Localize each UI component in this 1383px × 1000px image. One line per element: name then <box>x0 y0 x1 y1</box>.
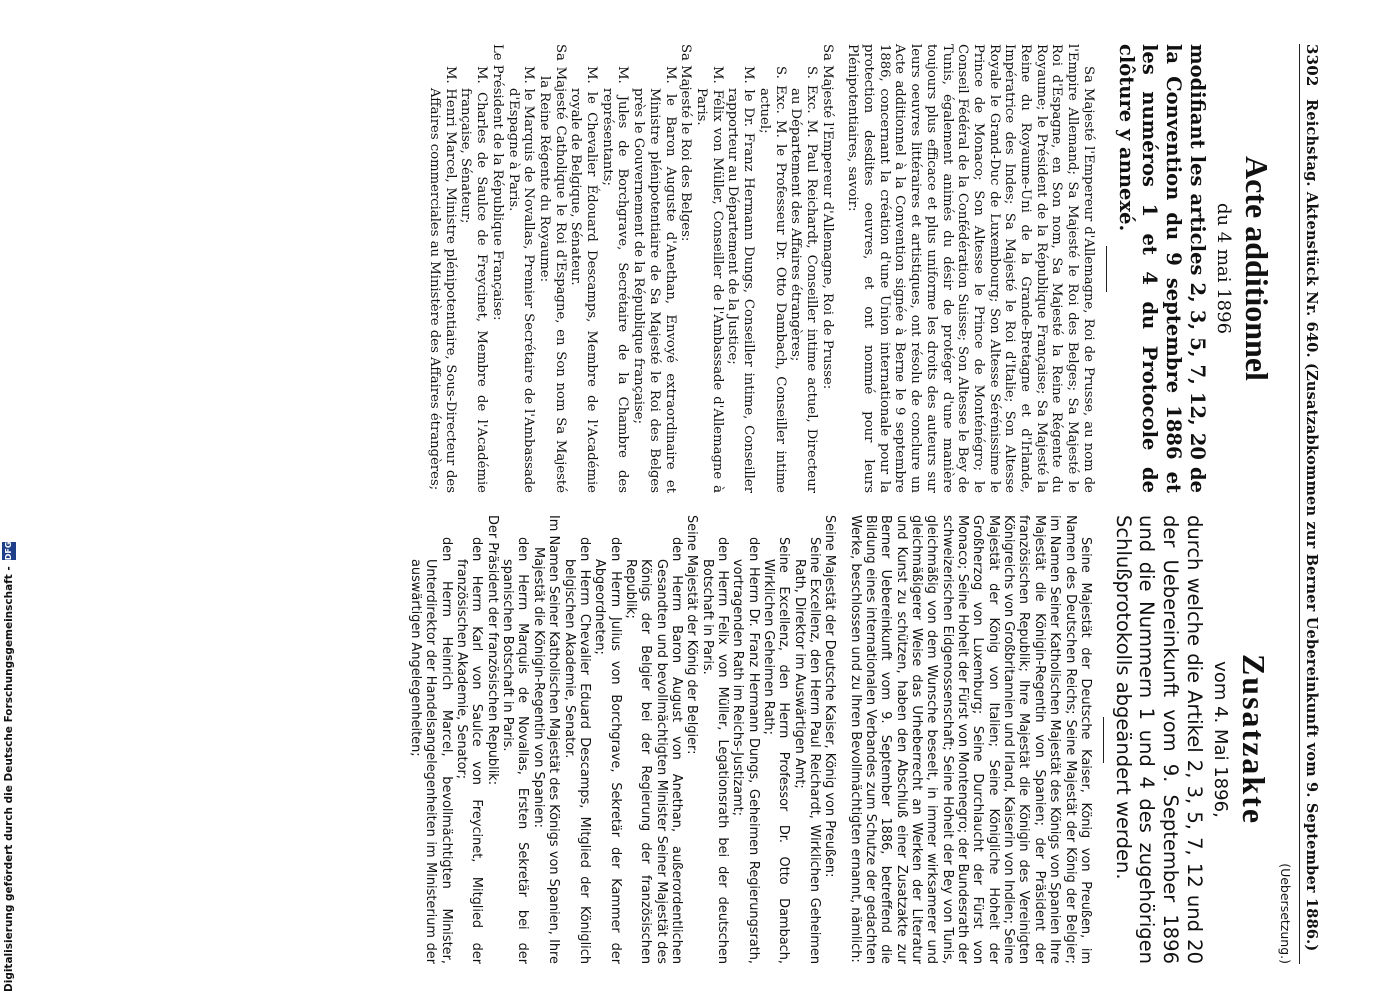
sovereign-heading: Le Président de la République Française: <box>489 44 505 321</box>
german-column <box>408 515 1293 964</box>
french-parties <box>426 44 834 493</box>
running-title: Reichstag. Aktenstück Nr. 640. (Zusatzabkommen zur Berner Uebereinkunft vom 9. September 1886.) <box>1303 99 1320 952</box>
plenipotentiary-entry: S. Exc. M. le Professeur Dr. Otto Dambach, Conseiller intime actuel; <box>756 66 788 493</box>
sovereign-heading: Seine Majestät der Deutsche Kaiser, König von Preußen: <box>822 515 838 878</box>
credit-text: Digitalisierung gefördert durch die Deutsche Forschungsgemeinschaft - <box>3 566 15 992</box>
plenipotentiary-entry: den Herrn Karl von Saulce von Freycinet, Mitglied der französischen Akademie, Senator; <box>454 537 485 964</box>
french-preamble: Sa Majesté l'Empereur d'Allemagne, Roi de Prusse, au nom de l'Empire Allemand; Sa Majesté le Roi des Belges; Sa Majesté le Roi d'Espagne, en Son nom, Sa Majesté la Reine Régente du Royaume; le Président de la République Française; Sa Majesté la Reine du Royaume-Uni de la Grande-Bretagne et d'Irlande, Impératrice des Indes; Sa Majesté le Roi d'Italie; Son Altesse Royale le Grand-Duc de Luxembourg; Son Altesse Sérénissime le Prince de Monaco; Son Altesse le Prince de Monténégro; le Conseil Fédéral de la Confédération Suisse; Son Altesse le Bey de Tunis, également animés du désir de protéger d'une manière toujours plus efficace et plus uniforme les droits des auteurs sur leurs oeuvres littéraires et artistiques, ont résolu de conclure un Acte additionnel à la Convention signée à Berne le 9 septembre 1886, concernant la création d'une Union internationale pour la protection desdites oeuvres, et ont nommé pour leurs Plénipotentiaires, savoir: <box>845 44 1096 493</box>
german-preamble: Seine Majestät der Deutsche Kaiser, König von Preußen, im Namen des Deutschen Reichs; Seine Majestät der König der Belgier; im Namen Seiner Katholischen Majestät des Königs von Spanien Ihre Majestät die Königin-Regentin von Spanien; der Präsident der französischen Republik; Ihre Majestät die Königin des Vereinigten Königreichs von Großbritannien und Irland, Kaiserin von Indien; Seine Majestät der König von Italien; Seine Königliche Hoheit der Großherzog von Luxemburg; Seine Durchlaucht der Fürst von Monaco; Seine Hoheit der Fürst von Montenegro; der Bundesrath der schweizerischen Eidgenossenschaft; Seine Hoheit der Bey von Tunis, gleichmäßig von dem Wunsche beseelt, in immer wirksamerer und gleichmäßigerer Weise das Urheberrecht an Werken der Literatur und Kunst zu schützen, haben den Abschluß einer Zusatzakte zur Berner Uebereinkunft vom 9. September 1886, betreffend die Bildung eines internationalen Verbandes zum Schutze der gedachten Werke, beschlossen und zu Ihren Bevollmächtigten ernannt, nämlich: <box>847 515 1093 964</box>
sovereign-heading: Im Namen Seiner Katholischen Majestät des Königs von Spanien, Ihre Majestät die Königin-Regentin von Spanien: <box>530 515 562 964</box>
french-title: Acte additionnel <box>1239 156 1275 381</box>
german-parties <box>408 515 838 964</box>
plenipotentiary-entry: M. le Marquis de Novallas, Premier Secrétaire de l'Ambassade d'Espagne à Paris. <box>505 66 537 493</box>
plenipotentiary-entry: den Herrn Heinrich Marcel, bevollmächtigten Minister, Unterdirektor der Handelsangelegenheiten im Ministerium der auswärtigen Angelegenheiten; <box>408 537 454 964</box>
plenipotentiary-entry: M. le Dr. Franz Hermann Dungs, Conseiller intime, Conseiller rapporteur au Département de la Justice; <box>725 66 757 493</box>
plenipotentiary-entry: den Herrn Marquis de Novallas, Ersten Sekretär bei der spanischen Botschaft in Paris. <box>500 537 531 964</box>
french-date: du 4 mai 1896 <box>1213 202 1234 335</box>
plenipotentiary-entry: den Herrn Chevalier Eduard Descamps, Mitglied der Königlich belgischen Akademie, Senator. <box>561 537 592 964</box>
page-header <box>1299 44 1321 964</box>
sovereign-heading: Sa Majesté le Roi des Belges: <box>678 44 694 242</box>
digitization-credit <box>0 0 18 1000</box>
plenipotentiary-entry: den Herrn Dr. Franz Hermann Dungs, Geheimen Regierungsrath, vortragenden Rath im Reichs-Justizamt; <box>730 537 761 964</box>
plenipotentiary-entry: M. le Baron Auguste d'Anethan, Envoyé extraordinaire et Ministre plénipotentiaire de Sa Majesté le Roi des Belges près le Gouvernement de la République française; <box>631 66 678 493</box>
plenipotentiary-entry: S. Exc. M. Paul Reichardt, Conseiller intime actuel, Directeur au Département des Affaires étrangères; <box>788 66 819 493</box>
plenipotentiary-entry: den Herrn Julius von Borchgrave, Sekretär der Kammer der Abgeordneten; <box>592 537 623 964</box>
plenipotentiary-entry: M. Charles de Saulce de Freycinet, Membre de l'Académie française, Sénateur; <box>458 66 490 493</box>
divider <box>1106 246 1107 292</box>
french-subtitle: modifiant les articles 2, 3, 5, 7, 12, 20 de la Convention du 9 septembre 1886 et les numéros 1 et 4 du Protocole de clôture y annexé. <box>1114 44 1209 493</box>
translation-note: (Uebersetzung.) <box>1278 863 1293 964</box>
sovereign-heading: Seine Majestät der König der Belgier: <box>684 515 700 755</box>
dfg-logo: DFG <box>2 542 16 560</box>
german-subtitle: durch welche die Artikel 2, 3, 5, 7, 12 und 20 der Uebereinkunft vom 9. September 1896 und die Nummern 1 und 4 des zugehörigen Schlußprotokolls abgeändert werden. <box>1111 515 1206 964</box>
divider <box>1103 717 1104 763</box>
two-column-body <box>408 44 1293 964</box>
sovereign-heading: Der Präsident der französischen Republik: <box>484 515 500 786</box>
plenipotentiary-entry: M. Jules de Borchgrave, Secrétaire de la Chambre des représentants; <box>599 66 631 493</box>
plenipotentiary-entry: M. le Chevalier Édouard Descamps, Membre de l'Académie royale de Belgique, Sénateur. <box>568 66 600 493</box>
sovereign-heading: Sa Majesté Catholique le Roi d'Espagne, en Son nom Sa Majesté la Reine Régente du Royaume: <box>536 44 568 493</box>
column-spacer <box>1275 44 1293 493</box>
plenipotentiary-entry: Seine Excellenz, den Herrn Paul Reichardt, Wirklichen Geheimen Rath, Direktor im Auswärtigen Amt; <box>791 537 823 964</box>
french-column <box>408 44 1293 493</box>
plenipotentiary-entry: den Herrn Felix von Müller, Legationsrath bei der deutschen Botschaft in Paris. <box>699 537 730 964</box>
plenipotentiary-entry: M. Félix von Müller, Conseiller de l'Ambassade d'Allemagne à Paris. <box>694 66 725 493</box>
german-title: Zusatzakte <box>1236 653 1272 826</box>
sovereign-heading: Sa Majesté l'Empereur d'Allemagne, Roi de Prusse: <box>819 44 835 390</box>
plenipotentiary-entry: M. Henri Marcel, Ministre plénipotentiaire, Sous-Directeur des Affaires commerciales au Ministère des Affaires étrangères; <box>427 66 458 493</box>
german-date: vom 4. Mai 1896, <box>1210 661 1231 818</box>
plenipotentiary-entry: den Herrn Baron August von Anethan, außerordentlichen Gesandten und bevollmächtigten Minister Seiner Majestät des Königs der Belgier bei der Regierung der französischen Republik; <box>622 537 684 964</box>
plenipotentiary-entry: Seine Excellenz, den Herrn Professor Dr. Otto Dambach, Wirklichen Geheimen Rath; <box>761 537 792 964</box>
page-number: 3302 <box>1303 44 1321 87</box>
